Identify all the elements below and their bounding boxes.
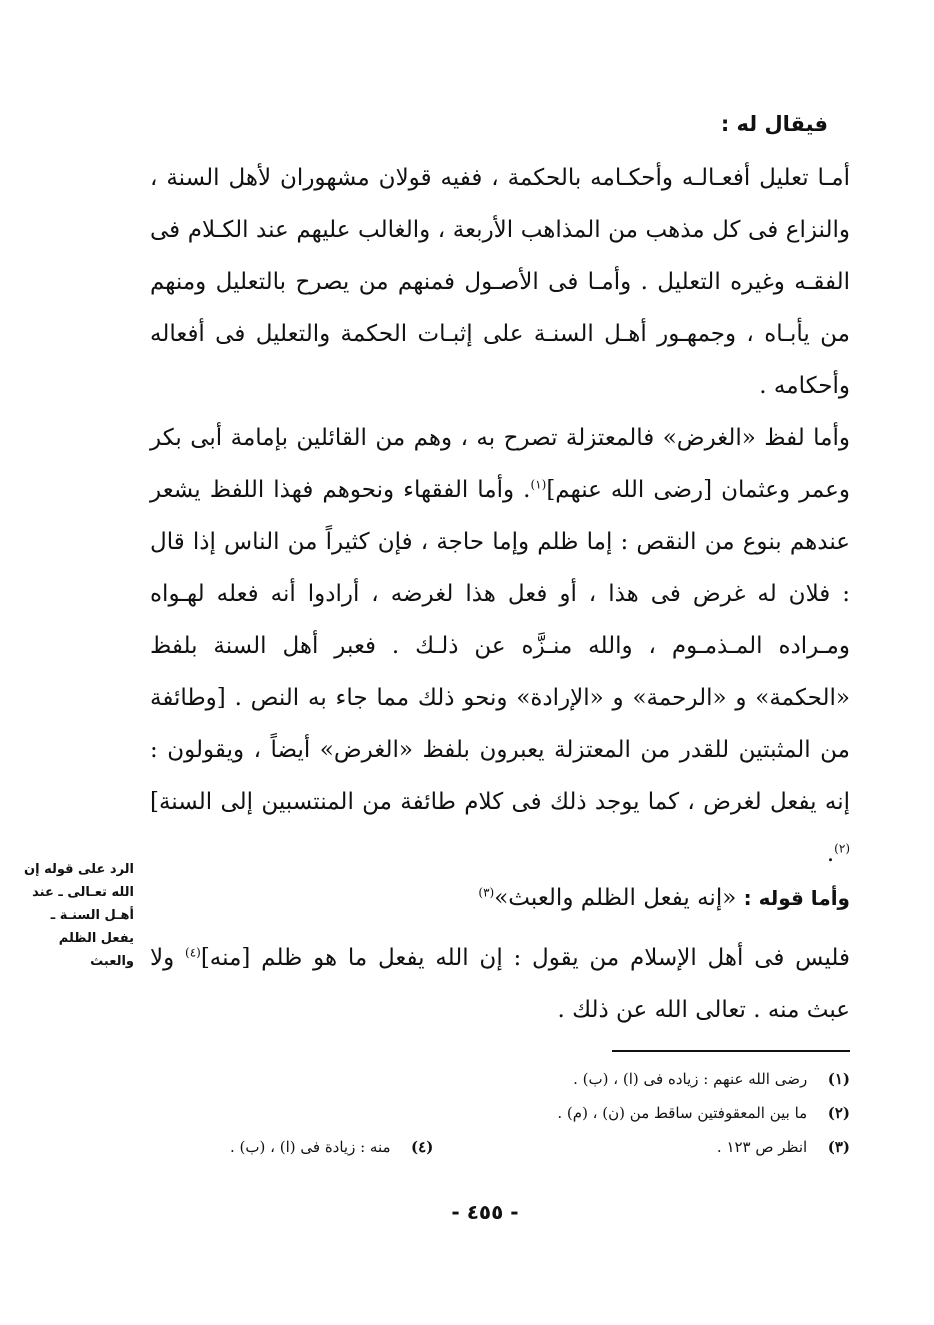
footnote-3-text: انظر ص ١٢٣ . [716, 1138, 808, 1156]
footnote-3 [230, 1130, 850, 1164]
paragraph-2-part-c: . [826, 841, 835, 867]
footnotes [230, 1062, 850, 1164]
footnote-2-number: (٢) [827, 1104, 850, 1122]
footnote-4-number: (٤) [411, 1138, 434, 1156]
footnote-divider [612, 1050, 850, 1052]
footnote-4-text: منه : زيادة فى (ا) ، (ب) . [230, 1138, 391, 1156]
paragraph-4-part-a: فليس فى أهل الإسلام من يقول : إن الله يفعل ما هو ظلم [منه] [200, 945, 850, 971]
footnote-2 [230, 1096, 850, 1130]
paragraph-1-text: أمـا تعليل أفعـالـه وأحكـامه بالحكمة ، ففيه قولان مشهوران لأهل السنة ، والنزاع فى كل مذهب من المذاهب الأربعة ، والغالب عليهم عند الكـلام فى الفقـه وغيره التعليل . وأمـا فى الأصـول فمنهم من يصرح بالتعليل ومنهم من يأبـاه ، وجمهـور أهـل السنـة على إثبـات الحكمة والتعليل فى أفعاله وأحكامه . [150, 165, 850, 399]
paragraph-2-part-a: وأما لفظ «الغرض» فالمعتزلة تصرح به ، وهم من القائلين بإمامة أبى بكر وعمر وعثمان [رضى الله عنهم] [150, 425, 850, 503]
paragraph-3 [150, 872, 850, 924]
footnote-1-text: رضى الله عنهم : زياده فى (ا) ، (ب) . [573, 1070, 808, 1088]
paragraph-4-part-b: ولا عبث منه . تعالى الله عن ذلك . [150, 945, 850, 1023]
footnote-ref-4: (٤) [185, 945, 201, 960]
paragraph-3-lead: وأما قوله : [743, 886, 850, 910]
footnote-2-text: ما بين المعقوفتين ساقط من (ن) ، (م) . [557, 1104, 808, 1122]
footnote-ref-2: (٢) [834, 841, 850, 856]
paragraph-4 [150, 932, 850, 1036]
footnote-4 [230, 1130, 433, 1164]
footnote-ref-1: (١) [530, 477, 547, 492]
paragraph-2 [150, 412, 850, 880]
footnote-3-number: (٣) [827, 1138, 850, 1156]
paragraph-1 [150, 152, 850, 412]
paragraph-2-part-b: . وأما الفقهاء ونحوهم فهذا اللفظ يشعر عندهم بنوع من النقص : إما ظلم وإما حاجة ، فإن كثيراً من الناس إذا قال : فلان له غرض فى هذا ، أو فعل هذا لغرضه ، أرادوا أنه فعله لهـواه ومـراده المـذمـوم ، والله منـزَّه عن ذلـك . فعبر أهل السنة بلفظ «الحكمة» و «الرحمة» و «الإرادة» ونحو ذلك مما جاء به النص . [وطائفة من المثبتين للقدر من المعتزلة يعبرون بلفظ «الغرض» أيضاً ، ويقولون : إنه يفعل لغرض ، كما يوجد ذلك فى كلام طائفة من المنتسبين إلى السنة] [150, 477, 850, 815]
page-number: - ٤٥٥ - [451, 1200, 519, 1224]
margin-note: الرد على قوله إن الله تعـالى ـ عند أهـل السنـة ـ يفعل الظلم والعبث [24, 862, 134, 969]
section-heading: فيقال له : [720, 112, 828, 136]
paragraph-3-text: «إنه يفعل الظلم والعبث» [494, 885, 744, 911]
footnote-1 [230, 1062, 850, 1096]
footnote-1-number: (١) [827, 1070, 850, 1088]
footnote-ref-3: (٣) [478, 885, 495, 900]
